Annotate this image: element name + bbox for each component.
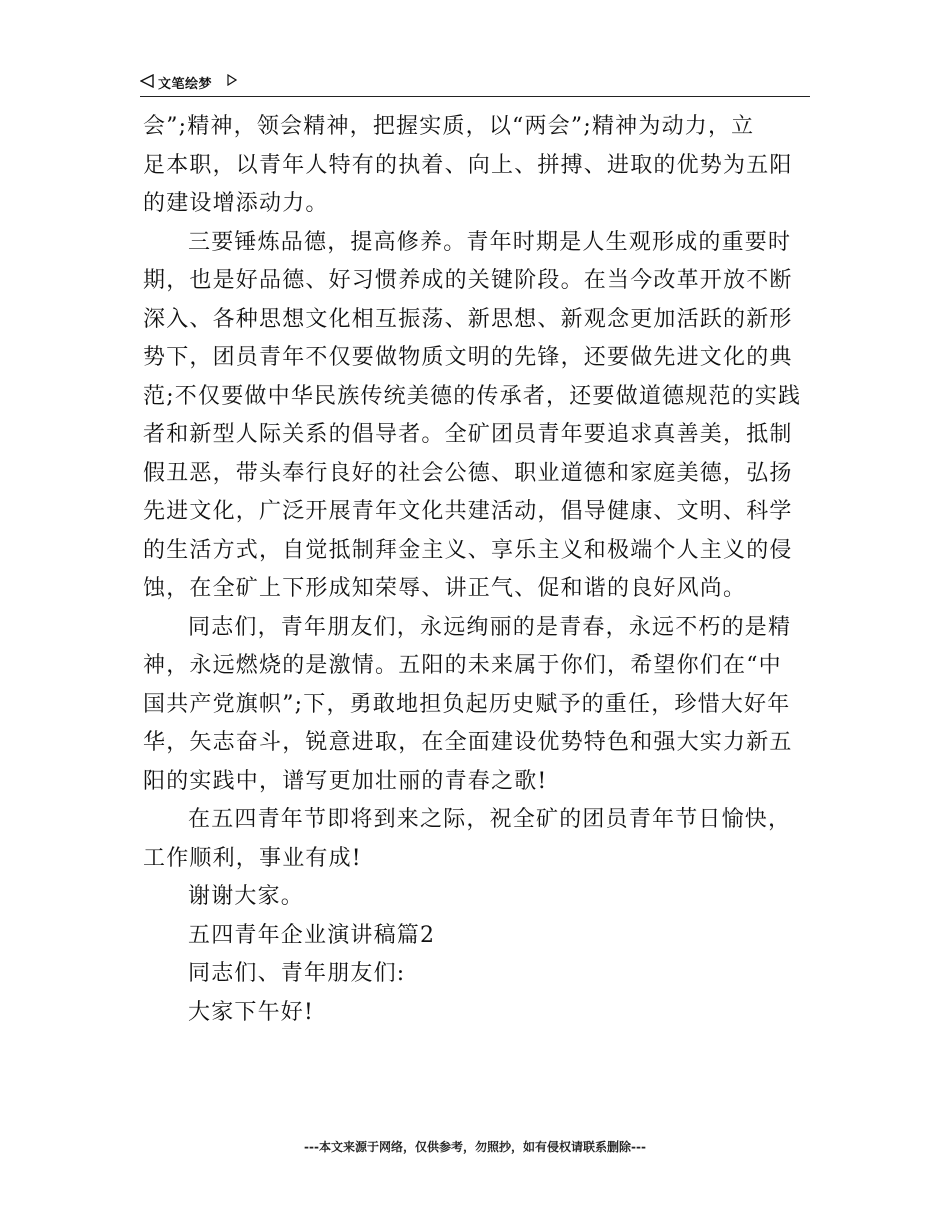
page-header — [140, 72, 810, 97]
text-line: 谢谢大家。 — [188, 884, 305, 909]
text-line: 足本职，以青年人特有的执着、向上、拼搏、进取的优势为五阳 — [143, 152, 793, 178]
text-line: 大家下午好! — [188, 999, 315, 1025]
text-line: 阳的实践中，谱写更加壮丽的青春之歌! — [143, 768, 548, 794]
text-line: 的建设增添动力。 — [143, 191, 329, 216]
text-line: 神，永远燃烧的是激情。五阳的未来属于你们，希望你们在“中 — [143, 653, 782, 678]
text-line: 国共产党旗帜”;下，勇敢地担负起历史赋予的重任，珍惜大好年 — [143, 691, 791, 717]
text-line: 五四青年企业演讲稿篇2 — [188, 922, 436, 948]
document-body — [143, 108, 815, 1032]
text-line: 同志们、青年朋友们: — [188, 961, 406, 986]
triangle-left-icon — [140, 74, 154, 88]
text-line: 蚀，在全矿上下形成知荣辱、讲正气、促和谐的良好风尚。 — [143, 576, 747, 601]
text-line: 工作顺利，事业有成! — [143, 845, 362, 871]
text-line: 的生活方式，自觉抵制拜金主义、享乐主义和极端个人主义的侵 — [143, 537, 793, 563]
text-line: 势下，团员青年不仅要做物质文明的先锋，还要做先进文化的典 — [143, 345, 793, 370]
text-line: 者和新型人际关系的倡导者。全矿团员青年要追求真善美，抵制 — [143, 422, 793, 447]
header-title: 文笔绘梦 — [158, 77, 213, 92]
text-line: 深入、各种思想文化相互振荡、新思想、新观念更加活跃的新形 — [143, 306, 793, 332]
text-line: 在五四青年节即将到来之际，祝全矿的团员青年节日愉快， — [188, 807, 792, 832]
text-line: 三要锤炼品德，提高修养。青年时期是人生观形成的重要时 — [188, 229, 792, 255]
text-line: 期，也是好品德、好习惯养成的关键阶段。在当今改革开放不断 — [143, 268, 793, 293]
footer-disclaimer: ---本文来源于网络，仅供参考，勿照抄，如有侵权请联系删除--- — [304, 1140, 646, 1154]
triangle-right-icon — [227, 74, 237, 86]
text-line: 同志们，青年朋友们，永远绚丽的是青春，永远不朽的是精 — [188, 614, 792, 640]
text-line: 华，矢志奋斗，锐意进取，在全面建设优势特色和强大实力新五 — [143, 730, 793, 755]
text-line: 会”;精神，领会精神，把握实质，以“两会”;精神为动力，立 — [143, 114, 755, 139]
text-line: 假丑恶，带头奉行良好的社会公德、职业道德和家庭美德，弘扬 — [143, 460, 793, 486]
text-line: 先进文化，广泛开展青年文化共建活动，倡导健康、文明、科学 — [143, 499, 793, 524]
text-line: 范;不仅要做中华民族传统美德的传承者，还要做道德规范的实践 — [143, 383, 802, 409]
